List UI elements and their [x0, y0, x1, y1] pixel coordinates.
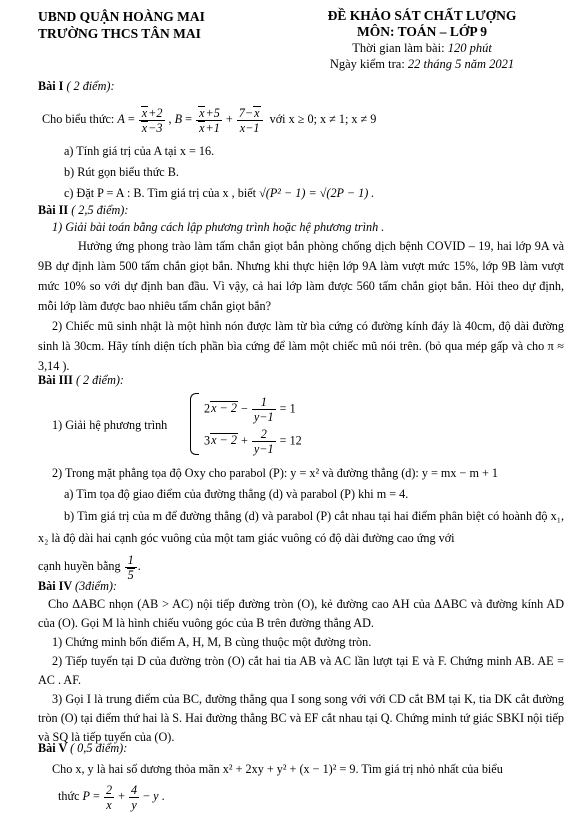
question-3-2a: a) Tìm tọa độ giao điểm của đường thẳng (d) và parabol (P) khi m = 4.	[64, 487, 409, 501]
section-bai-1	[38, 78, 564, 202]
section-title: Bài IV (3điểm):	[38, 579, 117, 593]
question-1a: a) Tính giá trị của A tại x = 16.	[64, 144, 215, 158]
school-header	[38, 8, 205, 42]
expression-line: Cho biểu thức: A = $\frac{x+2}{x-3}$ , B = $\frac{x+5}{x+1}$ + $\frac{7-x}{x-1}$ với x ≥ 0; x ≠ 1; x ≠ 9	[42, 105, 377, 135]
question-1b: b) Rút gọn biểu thức B.	[64, 165, 179, 179]
question-3-2: 2) Trong mặt phẳng tọa độ Oxy cho parabol (P): y = x² và đường thẳng (d): y = mx − m + 1	[52, 466, 498, 480]
fraction-b1: $\frac{x+5}{x+1}$	[196, 106, 222, 135]
question-1c: c) Đặt P = A : B. Tìm giá trị của x , biết √(P² − 1) = √(2P − 1) .	[64, 186, 375, 200]
exam-title: ĐỀ KHẢO SÁT CHẤT LƯỢNG	[327, 8, 517, 23]
district-name: UBND QUẬN HOÀNG MAI	[38, 9, 205, 24]
question-3-2b: b) Tìm giá trị của m để đường thẳng (d) và parabol (P) cắt nhau tại hai điểm phân biệt có hoành độ x₁, x₂ là độ dài hai cạnh góc vuông của một tam giác vuông có độ dài đường cao ứng với	[38, 509, 564, 545]
section-bai-5	[38, 740, 564, 814]
section-title: Bài III ( 2 điểm):	[38, 373, 124, 387]
question-2-1: 1) Giải bài toán bằng cách lập phương trình hoặc hệ phương trình .	[52, 220, 385, 234]
question-3-2b-end: cạnh huyền bằng $\frac{1}{5}$ .	[38, 552, 141, 582]
question-5-expression: thức P = $\frac{2}{x}$ + $\frac{4}{y}$ − y .	[58, 782, 165, 812]
section-title: Bài V ( 0,5 điểm):	[38, 741, 128, 755]
exam-header	[292, 8, 552, 72]
section-title: Bài I ( 2 điểm):	[38, 79, 115, 93]
exam-subject: MÔN: TOÁN – LỚP 9	[356, 24, 487, 39]
question-4-2: 2) Tiếp tuyến tại D của đường tròn (O) cắt hai tia AB và AC lần lượt tại E và F. Chứng minh AB. AE = AC . AF.	[38, 654, 564, 687]
exam-date: Ngày kiểm tra: 22 tháng 5 năm 2021	[329, 57, 515, 71]
system-eq-2: 3x − 2 + $\frac{2}{y-1}$ = 12	[204, 427, 302, 456]
question-3-1: 1) Giải hệ phương trình	[52, 418, 168, 432]
section-bai-2	[38, 202, 564, 376]
question-4-1: 1) Chứng minh bốn điểm A, H, M, B cùng thuộc một đường tròn.	[52, 635, 372, 649]
exam-time: Thời gian làm bài: 120 phút	[352, 41, 492, 55]
fraction-b2: $\frac{7-x}{x-1}$	[237, 106, 263, 135]
question-2-1-text: Hưởng ứng phong trào làm tấm chắn giọt bắn phòng chống dịch bệnh COVID – 19, hai lớp 9A và 9B dự định làm 500 tấm chắn giọt bắn. Nhưng khi thực hiện lớp 9A làm vượt mức 15%, lớp 9B làm vượt mức 10% so với dự định ban đầu. Vì vậy, cả hai lớp làm được 560 tấm chắn giọt bắn. Hỏi theo dự định, mỗi lớp làm được bao nhiêu tấm chắn giọt bắn?	[38, 239, 564, 313]
section-bai-3	[38, 372, 564, 583]
section-bai-4	[38, 578, 564, 747]
question-4-3: 3) Gọi I là trung điểm của BC, đường thẳng qua I song song với với CD cắt BM tại K, tia DK cắt đường tròn (O) tại điểm thứ hai là S. Hai đường thẳng BC và EF cắt nhau tại Q. Chứng minh tứ giác SBKI nội tiếp và SQ là tiếp tuyến của (O).	[38, 692, 564, 744]
school-name: TRƯỜNG THCS TÂN MAI	[38, 26, 201, 41]
question-4-intro: Cho ΔABC nhọn (AB > AC) nội tiếp đường tròn (O), kẻ đường cao AH của ΔABC và đường kính AD của (O). Gọi M là hình chiếu vuông góc của B trên đường thẳng AD.	[38, 597, 564, 630]
fraction-a: $\frac{x+2}{x-3}$	[139, 106, 165, 135]
equation-system	[38, 393, 564, 461]
system-brace	[190, 393, 199, 455]
system-eq-1: 2x − 2 − $\frac{1}{y-1}$ = 1	[204, 395, 296, 424]
question-2-2-text: 2) Chiếc mũ sinh nhật là một hình nón được làm từ bìa cứng có đường kính đáy là 40cm, độ dài đường sinh là 30cm. Hãy tính diện tích phần bìa cứng để làm một chiếc mũ nói trên. (bỏ qua mép gấp và cho π ≈ 3,14 ).	[38, 319, 564, 373]
question-5-text: Cho x, y là hai số dương thỏa mãn x² + 2xy + y² + (x − 1)² = 9. Tìm giá trị nhỏ nhất của biểu	[52, 762, 503, 776]
section-title: Bài II ( 2,5 điểm):	[38, 203, 129, 217]
